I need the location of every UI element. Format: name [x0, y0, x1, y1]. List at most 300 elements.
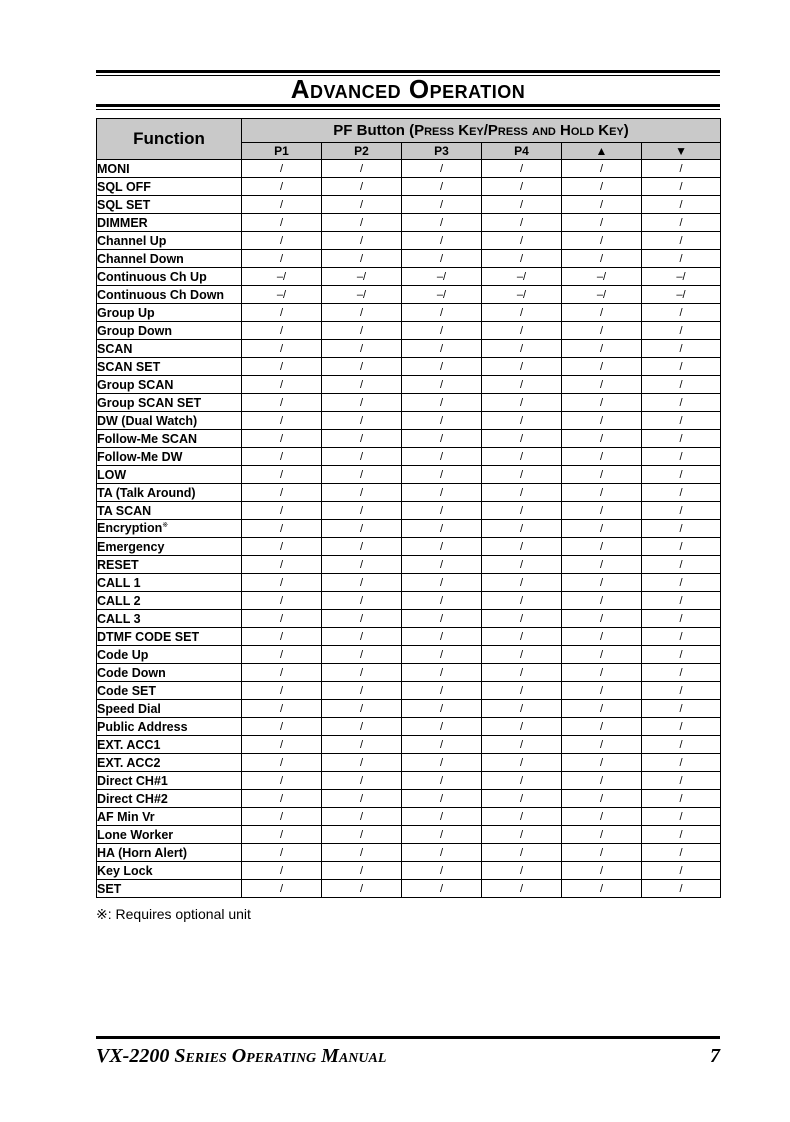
assignment-mark-cell: / [242, 664, 322, 682]
assignment-mark-cell: / [322, 394, 402, 412]
table-row [97, 358, 721, 376]
table-row [97, 844, 721, 862]
function-name: Direct CH#2 [97, 791, 168, 806]
assignment-mark-cell: / [642, 556, 721, 574]
assignment-mark-cell: –/ [642, 268, 721, 286]
assignment-mark-cell: / [402, 520, 482, 538]
assignment-mark-cell: / [322, 808, 402, 826]
assignment-mark-cell: / [562, 826, 642, 844]
function-name: Group SCAN [97, 377, 174, 392]
function-name: Code SET [97, 683, 157, 698]
assignment-mark-cell: / [322, 826, 402, 844]
function-name-cell [97, 430, 242, 448]
function-name: Code Up [97, 647, 149, 662]
pf-button-function-table [96, 118, 721, 898]
column-header: ▼ [642, 143, 721, 160]
assignment-mark-cell: / [322, 790, 402, 808]
function-name: DTMF CODE SET [97, 629, 200, 644]
assignment-mark-cell: / [242, 682, 322, 700]
assignment-mark-cell: / [642, 808, 721, 826]
function-name: SET [97, 881, 122, 896]
assignment-mark-cell: / [482, 844, 562, 862]
function-name-cell [97, 772, 242, 790]
assignment-mark-cell: / [482, 826, 562, 844]
function-name: Lone Worker [97, 827, 174, 842]
assignment-mark-cell: / [642, 430, 721, 448]
assignment-mark-cell: / [402, 628, 482, 646]
assignment-mark-cell: / [242, 736, 322, 754]
assignment-mark-cell: / [642, 448, 721, 466]
assignment-mark-cell: / [642, 700, 721, 718]
assignment-mark-cell: / [482, 448, 562, 466]
table-row [97, 862, 721, 880]
assignment-mark-cell: / [482, 718, 562, 736]
function-name: Continuous Ch Up [97, 269, 207, 284]
table-row [97, 538, 721, 556]
assignment-mark-cell: / [402, 394, 482, 412]
function-name-cell [97, 520, 242, 538]
assignment-mark-cell: / [242, 430, 322, 448]
assignment-mark-cell: / [482, 646, 562, 664]
assignment-mark-cell: / [562, 232, 642, 250]
assignment-mark-cell: / [482, 880, 562, 898]
assignment-mark-cell: / [642, 520, 721, 538]
assignment-mark-cell: / [402, 448, 482, 466]
assignment-mark-cell: / [322, 718, 402, 736]
function-name: Follow-Me SCAN [97, 431, 197, 446]
footnote: ※: Requires optional unit [96, 906, 251, 922]
assignment-mark-cell: / [562, 754, 642, 772]
assignment-mark-cell: –/ [402, 286, 482, 304]
assignment-mark-cell: / [242, 574, 322, 592]
function-name-cell [97, 358, 242, 376]
function-name-cell [97, 700, 242, 718]
assignment-mark-cell: / [642, 358, 721, 376]
assignment-mark-cell: / [642, 646, 721, 664]
function-name-cell [97, 880, 242, 898]
assignment-mark-cell: / [562, 340, 642, 358]
assignment-mark-cell: / [562, 214, 642, 232]
assignment-mark-cell: / [482, 700, 562, 718]
assignment-mark-cell: / [402, 736, 482, 754]
function-name: Group Down [97, 323, 172, 338]
function-name: Channel Up [97, 233, 167, 248]
assignment-mark-cell: / [242, 466, 322, 484]
table-row [97, 520, 721, 538]
assignment-mark-cell: / [242, 844, 322, 862]
assignment-mark-cell: / [322, 880, 402, 898]
assignment-mark-cell: / [562, 646, 642, 664]
function-column-header: Function [97, 119, 242, 160]
table-row [97, 286, 721, 304]
table-row [97, 448, 721, 466]
assignment-mark-cell: / [562, 862, 642, 880]
assignment-mark-cell: / [562, 322, 642, 340]
assignment-mark-cell: / [242, 862, 322, 880]
assignment-mark-cell: / [482, 160, 562, 178]
assignment-mark-cell: / [242, 394, 322, 412]
function-name: EXT. ACC2 [97, 755, 161, 770]
assignment-mark-cell: / [482, 484, 562, 502]
pf-button-header [242, 119, 721, 143]
function-name: Encryption [97, 521, 163, 536]
assignment-mark-cell: / [322, 502, 402, 520]
assignment-mark-cell: / [482, 610, 562, 628]
assignment-mark-cell: / [562, 412, 642, 430]
assignment-mark-cell: / [402, 502, 482, 520]
assignment-mark-cell: / [402, 484, 482, 502]
function-name-cell [97, 754, 242, 772]
assignment-mark-cell: / [482, 520, 562, 538]
assignment-mark-cell: / [482, 574, 562, 592]
assignment-mark-cell: / [562, 250, 642, 268]
assignment-mark-cell: / [642, 502, 721, 520]
table-body [97, 160, 721, 898]
assignment-mark-cell: / [642, 754, 721, 772]
assignment-mark-cell: / [402, 232, 482, 250]
assignment-mark-cell: / [642, 610, 721, 628]
assignment-mark-cell: / [322, 628, 402, 646]
assignment-mark-cell: / [562, 736, 642, 754]
assignment-mark-cell: / [242, 772, 322, 790]
function-name-cell [97, 466, 242, 484]
assignment-mark-cell: / [242, 592, 322, 610]
assignment-mark-cell: / [642, 736, 721, 754]
assignment-mark-cell: / [242, 502, 322, 520]
column-header: ▲ [562, 143, 642, 160]
page-title: Advanced Operation [290, 74, 526, 104]
function-name-cell [97, 394, 242, 412]
function-name-cell [97, 826, 242, 844]
assignment-mark-cell: / [482, 664, 562, 682]
assignment-mark-cell: / [322, 664, 402, 682]
function-name: CALL 3 [97, 611, 141, 626]
assignment-mark-cell: / [562, 682, 642, 700]
assignment-mark-cell: / [242, 718, 322, 736]
table-row [97, 250, 721, 268]
table-row [97, 736, 721, 754]
table-row [97, 664, 721, 682]
assignment-mark-cell: –/ [322, 286, 402, 304]
function-name: TA SCAN [97, 503, 152, 518]
assignment-mark-cell: –/ [482, 268, 562, 286]
assignment-mark-cell: / [482, 214, 562, 232]
function-name-cell [97, 178, 242, 196]
function-name-cell [97, 268, 242, 286]
assignment-mark-cell: / [242, 808, 322, 826]
table-row [97, 160, 721, 178]
title-rule-thick [96, 104, 720, 107]
function-name: SCAN SET [97, 359, 161, 374]
function-name-cell [97, 250, 242, 268]
function-name: DIMMER [97, 215, 148, 230]
assignment-mark-cell: / [402, 160, 482, 178]
assignment-mark-cell: / [402, 430, 482, 448]
assignment-mark-cell: / [562, 430, 642, 448]
assignment-mark-cell: / [482, 772, 562, 790]
assignment-mark-cell: / [242, 178, 322, 196]
assignment-mark-cell: / [642, 826, 721, 844]
table-row [97, 214, 721, 232]
assignment-mark-cell: / [322, 322, 402, 340]
assignment-mark-cell: / [482, 682, 562, 700]
assignment-mark-cell: / [242, 322, 322, 340]
assignment-mark-cell: / [322, 376, 402, 394]
assignment-mark-cell: / [242, 484, 322, 502]
footer-rule-thick [96, 1036, 720, 1039]
assignment-mark-cell: / [242, 628, 322, 646]
assignment-mark-cell: / [562, 628, 642, 646]
assignment-mark-cell: / [562, 610, 642, 628]
assignment-mark-cell: / [482, 502, 562, 520]
assignment-mark-cell: / [642, 592, 721, 610]
table-row [97, 502, 721, 520]
assignment-mark-cell: / [642, 790, 721, 808]
assignment-mark-cell: / [402, 178, 482, 196]
assignment-mark-cell: / [322, 556, 402, 574]
assignment-mark-cell: / [562, 844, 642, 862]
assignment-mark-cell: / [642, 232, 721, 250]
assignment-mark-cell: / [642, 718, 721, 736]
table-row [97, 682, 721, 700]
assignment-mark-cell: / [482, 592, 562, 610]
function-name: Direct CH#1 [97, 773, 168, 788]
page-number: 7 [710, 1045, 720, 1067]
assignment-mark-cell: / [482, 358, 562, 376]
assignment-mark-cell: / [562, 376, 642, 394]
assignment-mark-cell: –/ [482, 286, 562, 304]
function-name: LOW [97, 467, 127, 482]
assignment-mark-cell: / [322, 466, 402, 484]
assignment-mark-cell: / [562, 718, 642, 736]
function-name: Public Address [97, 719, 188, 734]
function-name: MONI [97, 161, 130, 176]
assignment-mark-cell: / [562, 448, 642, 466]
optional-unit-mark: ※ [162, 522, 169, 530]
function-name-cell [97, 196, 242, 214]
assignment-mark-cell: / [402, 376, 482, 394]
assignment-mark-cell: / [322, 430, 402, 448]
assignment-mark-cell: / [402, 538, 482, 556]
assignment-mark-cell: / [482, 538, 562, 556]
table-row [97, 178, 721, 196]
function-name-cell [97, 664, 242, 682]
assignment-mark-cell: / [642, 466, 721, 484]
table-row [97, 700, 721, 718]
assignment-mark-cell: / [322, 304, 402, 322]
assignment-mark-cell: / [562, 304, 642, 322]
assignment-mark-cell: / [402, 682, 482, 700]
table-row [97, 322, 721, 340]
assignment-mark-cell: / [322, 358, 402, 376]
assignment-mark-cell: / [242, 700, 322, 718]
assignment-mark-cell: / [562, 664, 642, 682]
assignment-mark-cell: / [642, 322, 721, 340]
table-row [97, 808, 721, 826]
assignment-mark-cell: / [482, 430, 562, 448]
assignment-mark-cell: / [242, 232, 322, 250]
function-name: EXT. ACC1 [97, 737, 161, 752]
assignment-mark-cell: / [562, 520, 642, 538]
assignment-mark-cell: / [482, 376, 562, 394]
assignment-mark-cell: / [642, 214, 721, 232]
assignment-mark-cell: / [242, 754, 322, 772]
assignment-mark-cell: / [402, 646, 482, 664]
table-row [97, 646, 721, 664]
assignment-mark-cell: / [402, 304, 482, 322]
assignment-mark-cell: / [642, 844, 721, 862]
assignment-mark-cell: / [402, 610, 482, 628]
function-name: Emergency [97, 539, 165, 554]
assignment-mark-cell: / [242, 448, 322, 466]
assignment-mark-cell: / [242, 790, 322, 808]
assignment-mark-cell: / [642, 574, 721, 592]
assignment-mark-cell: / [242, 880, 322, 898]
assignment-mark-cell: / [322, 340, 402, 358]
function-name-cell [97, 844, 242, 862]
assignment-mark-cell: / [322, 682, 402, 700]
assignment-mark-cell: / [482, 322, 562, 340]
assignment-mark-cell: –/ [242, 286, 322, 304]
function-name-cell [97, 160, 242, 178]
assignment-mark-cell: / [482, 196, 562, 214]
assignment-mark-cell: / [482, 250, 562, 268]
assignment-mark-cell: / [322, 538, 402, 556]
assignment-mark-cell: / [242, 556, 322, 574]
assignment-mark-cell: –/ [322, 268, 402, 286]
assignment-mark-cell: / [562, 700, 642, 718]
assignment-mark-cell: / [402, 826, 482, 844]
assignment-mark-cell: / [642, 664, 721, 682]
function-name: Continuous Ch Down [97, 287, 225, 302]
assignment-mark-cell: / [322, 250, 402, 268]
assignment-mark-cell: / [402, 556, 482, 574]
table-row [97, 268, 721, 286]
assignment-mark-cell: / [562, 772, 642, 790]
assignment-mark-cell: / [482, 754, 562, 772]
assignment-mark-cell: / [322, 412, 402, 430]
assignment-mark-cell: / [322, 160, 402, 178]
assignment-mark-cell: –/ [402, 268, 482, 286]
assignment-mark-cell: / [402, 808, 482, 826]
function-name-cell [97, 232, 242, 250]
table-row [97, 466, 721, 484]
assignment-mark-cell: / [322, 520, 402, 538]
function-name-cell [97, 646, 242, 664]
function-name: Group Up [97, 305, 155, 320]
assignment-mark-cell: / [482, 556, 562, 574]
assignment-mark-cell: / [482, 790, 562, 808]
assignment-mark-cell: / [322, 754, 402, 772]
assignment-mark-cell: / [402, 790, 482, 808]
assignment-mark-cell: / [642, 862, 721, 880]
assignment-mark-cell: / [322, 736, 402, 754]
table-row [97, 484, 721, 502]
assignment-mark-cell: / [562, 574, 642, 592]
function-name: SQL OFF [97, 179, 151, 194]
table-row [97, 718, 721, 736]
column-header: P4 [482, 143, 562, 160]
assignment-mark-cell: / [322, 772, 402, 790]
function-name-cell [97, 862, 242, 880]
function-name-cell [97, 502, 242, 520]
table-row [97, 196, 721, 214]
assignment-mark-cell: / [482, 736, 562, 754]
assignment-mark-cell: –/ [562, 268, 642, 286]
assignment-mark-cell: / [322, 646, 402, 664]
assignment-mark-cell: –/ [242, 268, 322, 286]
function-name-cell [97, 556, 242, 574]
assignment-mark-cell: / [322, 862, 402, 880]
table-row [97, 754, 721, 772]
table-row [97, 340, 721, 358]
assignment-mark-cell: / [402, 340, 482, 358]
function-name: Channel Down [97, 251, 184, 266]
assignment-mark-cell: / [242, 646, 322, 664]
assignment-mark-cell: / [402, 412, 482, 430]
assignment-mark-cell: / [242, 826, 322, 844]
assignment-mark-cell: / [482, 178, 562, 196]
footer-manual-title: VX-2200 Series Operating Manual [96, 1045, 387, 1067]
table-row [97, 574, 721, 592]
assignment-mark-cell: / [242, 214, 322, 232]
function-name: HA (Horn Alert) [97, 845, 188, 860]
table-row [97, 880, 721, 898]
assignment-mark-cell: –/ [642, 286, 721, 304]
assignment-mark-cell: / [402, 250, 482, 268]
assignment-mark-cell: / [402, 592, 482, 610]
assignment-mark-cell: / [562, 466, 642, 484]
column-header: P1 [242, 143, 322, 160]
assignment-mark-cell: / [562, 502, 642, 520]
assignment-mark-cell: / [482, 466, 562, 484]
assignment-mark-cell: / [402, 772, 482, 790]
function-name: RESET [97, 557, 139, 572]
function-name-cell [97, 322, 242, 340]
assignment-mark-cell: / [562, 394, 642, 412]
assignment-mark-cell: / [242, 376, 322, 394]
assignment-mark-cell: / [642, 340, 721, 358]
function-name: Follow-Me DW [97, 449, 183, 464]
function-name: Code Down [97, 665, 166, 680]
assignment-mark-cell: / [322, 610, 402, 628]
assignment-mark-cell: / [562, 358, 642, 376]
table-row [97, 430, 721, 448]
assignment-mark-cell: / [642, 880, 721, 898]
function-name: Key Lock [97, 863, 153, 878]
assignment-mark-cell: / [242, 538, 322, 556]
assignment-mark-cell: / [322, 448, 402, 466]
function-name-cell [97, 412, 242, 430]
assignment-mark-cell: / [642, 682, 721, 700]
function-name-cell [97, 592, 242, 610]
table-row [97, 826, 721, 844]
assignment-mark-cell: / [562, 880, 642, 898]
function-name-cell [97, 790, 242, 808]
assignment-mark-cell: / [322, 484, 402, 502]
function-name-cell [97, 538, 242, 556]
assignment-mark-cell: / [322, 214, 402, 232]
pf-button-header-main: PF Button [333, 122, 405, 139]
assignment-mark-cell: / [642, 160, 721, 178]
function-name: CALL 1 [97, 575, 141, 590]
assignment-mark-cell: / [402, 574, 482, 592]
function-name-cell [97, 736, 242, 754]
function-name: DW (Dual Watch) [97, 413, 198, 428]
column-header: P2 [322, 143, 402, 160]
function-name-cell [97, 340, 242, 358]
function-name: SQL SET [97, 197, 151, 212]
